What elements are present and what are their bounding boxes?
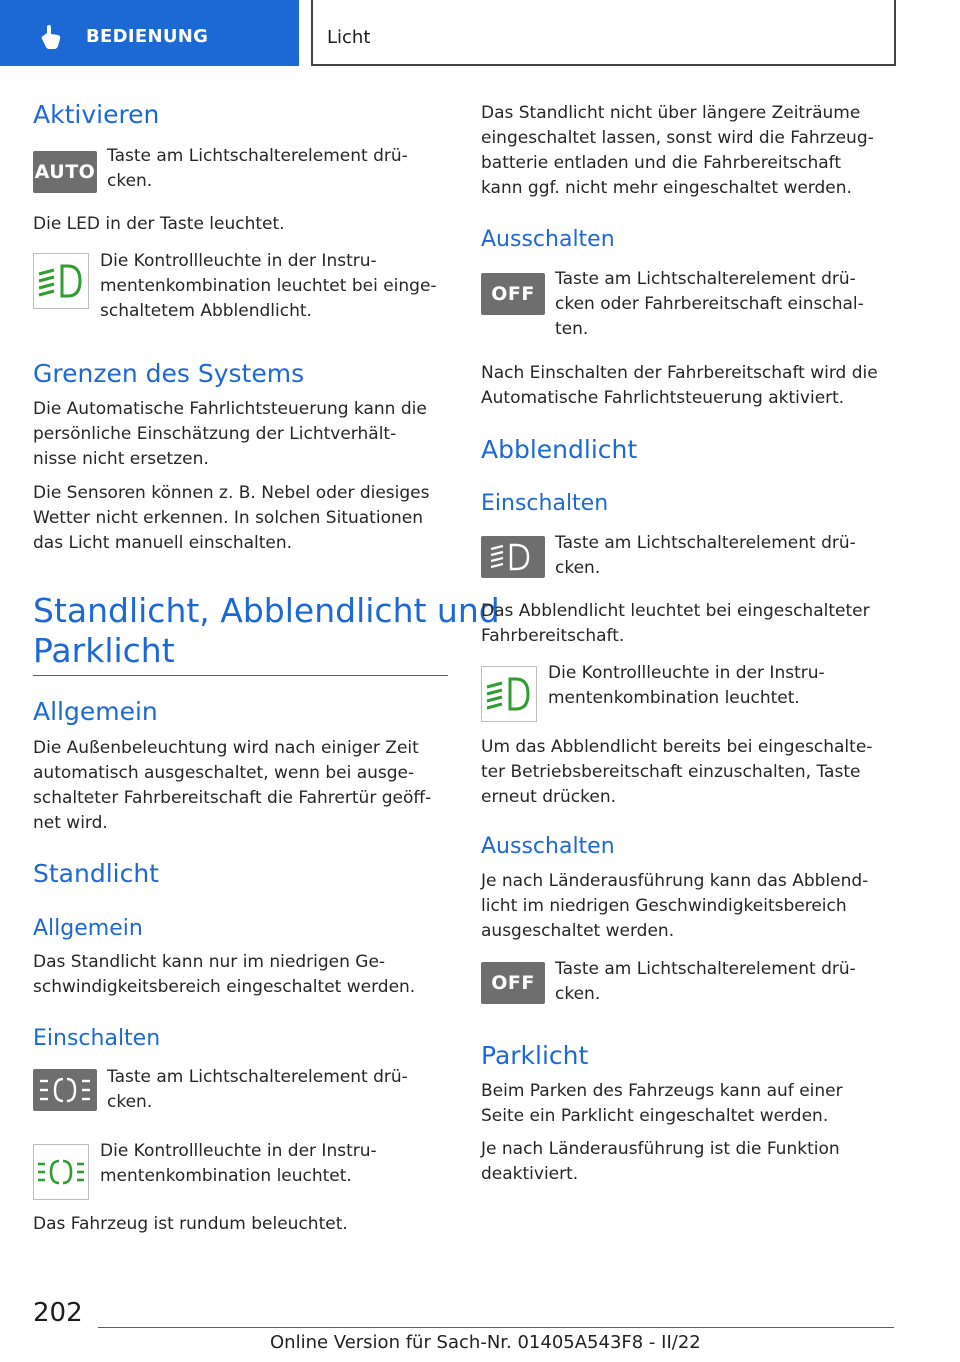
led-text: Die LED in der Taste leuchtet. bbox=[33, 214, 285, 234]
low-beam-indicator-icon bbox=[33, 253, 89, 309]
rundum-text: Das Fahrzeug ist rundum beleuchtet. bbox=[33, 1214, 348, 1234]
page-number: 202 bbox=[33, 1298, 83, 1328]
heading-standlicht: Standlicht bbox=[33, 859, 159, 888]
nach-einschalten-text: Nach Einschalten der Fahrbereitschaft wird die Automatische Fahrlichtsteuerung aktiviert. bbox=[481, 363, 878, 408]
standlicht-allgemein-text: Das Standlicht kann nur im niedrigen Ge- schwindigkeitsbereich eingeschaltet werden. bbox=[33, 952, 416, 997]
off-button-icon-1 bbox=[481, 273, 545, 315]
standlicht-button-text: Taste am Lichtschalterelement drü- cken. bbox=[107, 1067, 408, 1112]
auto-button-text: Taste am Lichtschalterelement drü- cken. bbox=[107, 146, 408, 191]
heading-ausschalten-1: Ausschalten bbox=[481, 227, 615, 252]
heading-einschalten-standlicht: Einschalten bbox=[33, 1026, 161, 1051]
abblend-button-text: Taste am Lichtschalterelement drü- cken. bbox=[555, 533, 856, 578]
hand-pointer-icon bbox=[38, 24, 64, 50]
allgemein-text: Die Außenbeleuchtung wird nach einiger Zeit automatisch ausgeschaltet, wenn bei ausge- schalteter Fahrbereitschaft die Fahrertür geöff- net wird. bbox=[33, 738, 432, 833]
heading-allgemein: Allgemein bbox=[33, 697, 158, 726]
heading-ausschalten-2: Ausschalten bbox=[481, 834, 615, 859]
grenzen-text-1: Die Automatische Fahrlichtsteuerung kann die persönliche Einschätzung der Lichtverhält- nisse nicht ersetzen. bbox=[33, 399, 427, 469]
chapter-label: Licht bbox=[327, 27, 371, 48]
abblend-text: Das Abblendlicht leuchtet bei eingeschalteter Fahrbereitschaft. bbox=[481, 601, 870, 646]
auto-button-label: AUTO bbox=[34, 161, 96, 183]
abblend-kontroll-text: Die Kontrollleuchte in der Instru- mentenkombination leuchtet. bbox=[548, 663, 825, 708]
parking-light-indicator-icon bbox=[33, 1144, 89, 1200]
off-button-label-1: OFF bbox=[491, 283, 535, 305]
heading-abblendlicht: Abblendlicht bbox=[481, 435, 638, 464]
standlicht-kontroll-text: Die Kontrollleuchte in der Instru- mentenkombination leuchtet. bbox=[100, 1141, 377, 1186]
footer-divider bbox=[98, 1327, 894, 1328]
page-header bbox=[0, 0, 960, 66]
standlicht-warning-text: Das Standlicht nicht über längere Zeiträume eingeschaltet lassen, sonst wird die Fahrzeug- batterie entladen und die Fahrbereitschaft kann ggf. nicht mehr eingeschaltet werden. bbox=[481, 103, 874, 198]
parklicht-text-1: Beim Parken des Fahrzeugs kann auf einer Seite ein Parklicht eingeschaltet werden. bbox=[481, 1081, 843, 1126]
kontroll-text-abblend: Die Kontrollleuchte in der Instru- mentenkombination leuchtet bei einge- schaltetem Abblendlicht. bbox=[100, 251, 437, 321]
parklicht-text-2: Je nach Länderausführung ist die Funktion deaktiviert. bbox=[481, 1139, 840, 1184]
heading-parklicht: Parklicht bbox=[481, 1041, 589, 1070]
main-heading: Standlicht, Abblendlicht und Parklicht bbox=[33, 591, 500, 670]
heading-aktivieren: Aktivieren bbox=[33, 100, 160, 129]
low-beam-indicator-icon-2 bbox=[481, 666, 537, 722]
grenzen-text-2: Die Sensoren können z. B. Nebel oder diesiges Wetter nicht erkennen. In solchen Situationen das Licht manuell einschalten. bbox=[33, 483, 430, 553]
section-label: BEDIENUNG bbox=[86, 26, 209, 47]
heading-divider bbox=[33, 675, 448, 676]
heading-standlicht-allgemein: Allgemein bbox=[33, 916, 143, 941]
off-button-label-2: OFF bbox=[491, 972, 535, 994]
low-beam-button-icon bbox=[481, 536, 545, 578]
online-version-text: Online Version für Sach-Nr. 01405A543F8 - II/22 bbox=[270, 1332, 701, 1353]
off-button-icon-2 bbox=[481, 962, 545, 1004]
chapter-tab-licht bbox=[311, 0, 896, 66]
off-button-text-2: Taste am Lichtschalterelement drü- cken. bbox=[555, 959, 856, 1004]
heading-einschalten-abblend: Einschalten bbox=[481, 491, 609, 516]
auto-button-icon bbox=[33, 151, 97, 193]
betriebsbereitschaft-text: Um das Abblendlicht bereits bei eingeschalte- ter Betriebsbereitschaft einzuschalten, Taste erneut drücken. bbox=[481, 737, 873, 807]
section-tab-bedienung bbox=[0, 0, 299, 66]
laenderausfuehrung-text: Je nach Länderausführung kann das Abblend- licht im niedrigen Geschwindigkeitsbereich ausgeschaltet werden. bbox=[481, 871, 869, 941]
parking-light-button-icon bbox=[33, 1069, 97, 1111]
heading-grenzen: Grenzen des Systems bbox=[33, 359, 305, 388]
off-button-text-1: Taste am Lichtschalterelement drü- cken oder Fahrbereitschaft einschal- ten. bbox=[555, 269, 864, 339]
